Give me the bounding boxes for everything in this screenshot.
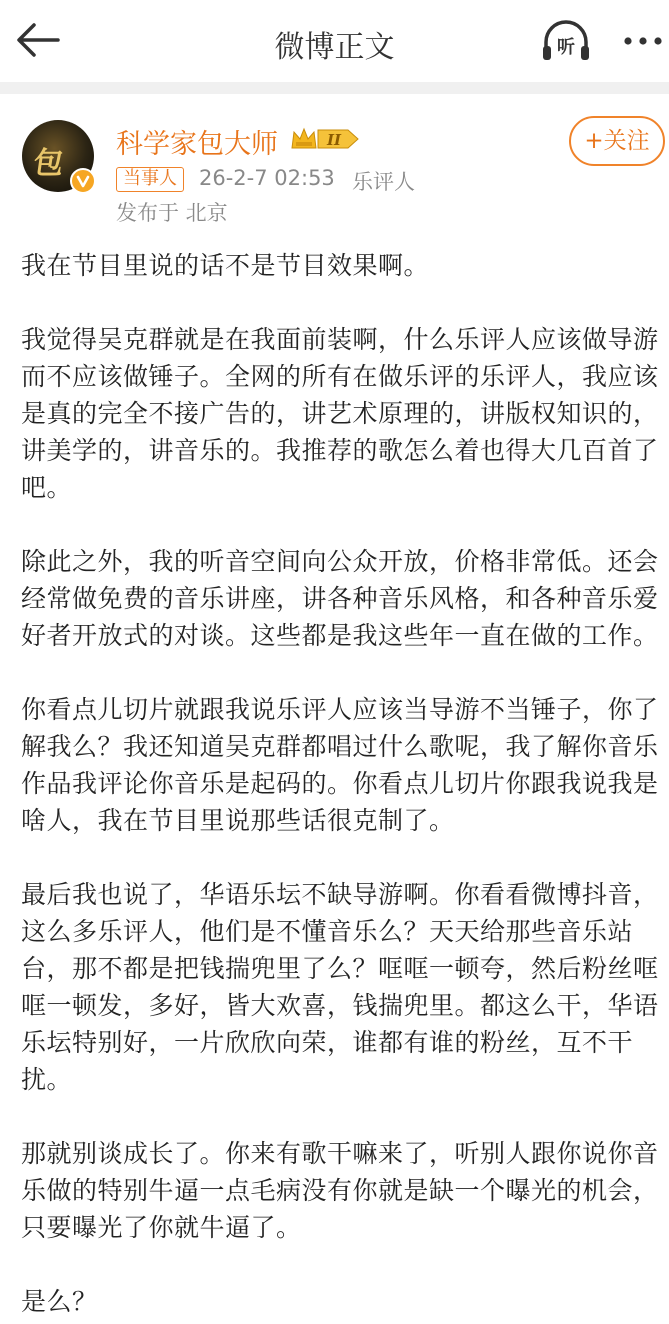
vip-crown-icon[interactable] [290, 124, 362, 154]
page-title: 微博正文 [274, 30, 395, 65]
post-paragraph: 我觉得吴克群就是在我面前装啊，什么乐评人应该做导游而不应该做锤子。全网的所有在做乐评的乐评人，我应该是真的完全不接广告的，讲艺术原理的，讲版权知识的，讲美学的，讲音乐的。我推荐的歌怎么着也得大几百首了吧。 [21, 325, 659, 502]
listen-label: 听 [557, 37, 575, 58]
back-button[interactable] [14, 20, 62, 60]
avatar-logo-text: 包 [31, 146, 64, 181]
author-name[interactable]: 科学家包大师 [116, 129, 278, 160]
post-timestamp: 26-2-7 02:53 [199, 166, 335, 190]
verified-v-icon [70, 168, 96, 194]
author-tag-badge: 当事人 [116, 167, 184, 192]
top-nav-bar [0, 0, 669, 82]
post-paragraph: 除此之外，我的听音空间向公众开放，价格非常低。还会经常做免费的音乐讲座，讲各种音乐风格，和各种音乐爱好者开放式的对谈。这些都是我这些年一直在做的工作。 [21, 547, 659, 650]
section-divider [0, 82, 669, 94]
post-location: 发布于 北京 [116, 201, 228, 225]
back-arrow-icon [14, 20, 62, 60]
post-content [21, 247, 665, 1320]
listen-button[interactable] [540, 18, 592, 64]
post-paragraph: 最后我也说了，华语乐坛不缺导游啊。你看看微博抖音，这么多乐评人，他们是不懂音乐么？天天给那些音乐站台，那不都是把钱揣兜里了么？哐哐一顿夸，然后粉丝哐哐一顿发，多好，皆大欢喜，钱揣兜里。都这么干，华语乐坛特别好，一片欣欣向荣，谁都有谁的粉丝，互不干扰。 [21, 880, 659, 1094]
post-paragraph: 你看点儿切片就跟我说乐评人应该当导游不当锤子，你了解我么？我还知道吴克群都唱过什么歌呢，我了解你音乐作品我评论你音乐是起码的。你看点儿切片你跟我说我是啥人，我在节目里说那些话很克制了。 [21, 695, 659, 835]
more-dots-icon [620, 24, 666, 58]
more-options-button[interactable] [620, 24, 666, 58]
svg-text:II: II [326, 131, 342, 149]
post-paragraph: 那就别谈成长了。你来有歌干嘛来了，听别人跟你说你音乐做的特别牛逼一点毛病没有你就是缺一个曝光的机会，只要曝光了你就牛逼了。 [21, 1139, 659, 1242]
post-paragraph: 是么？ [21, 1287, 98, 1316]
post-source: 乐评人 [352, 170, 415, 194]
post-paragraph: 我在节目里说的话不是节目效果啊。 [21, 251, 430, 280]
follow-button[interactable]: +关注 [569, 116, 665, 166]
